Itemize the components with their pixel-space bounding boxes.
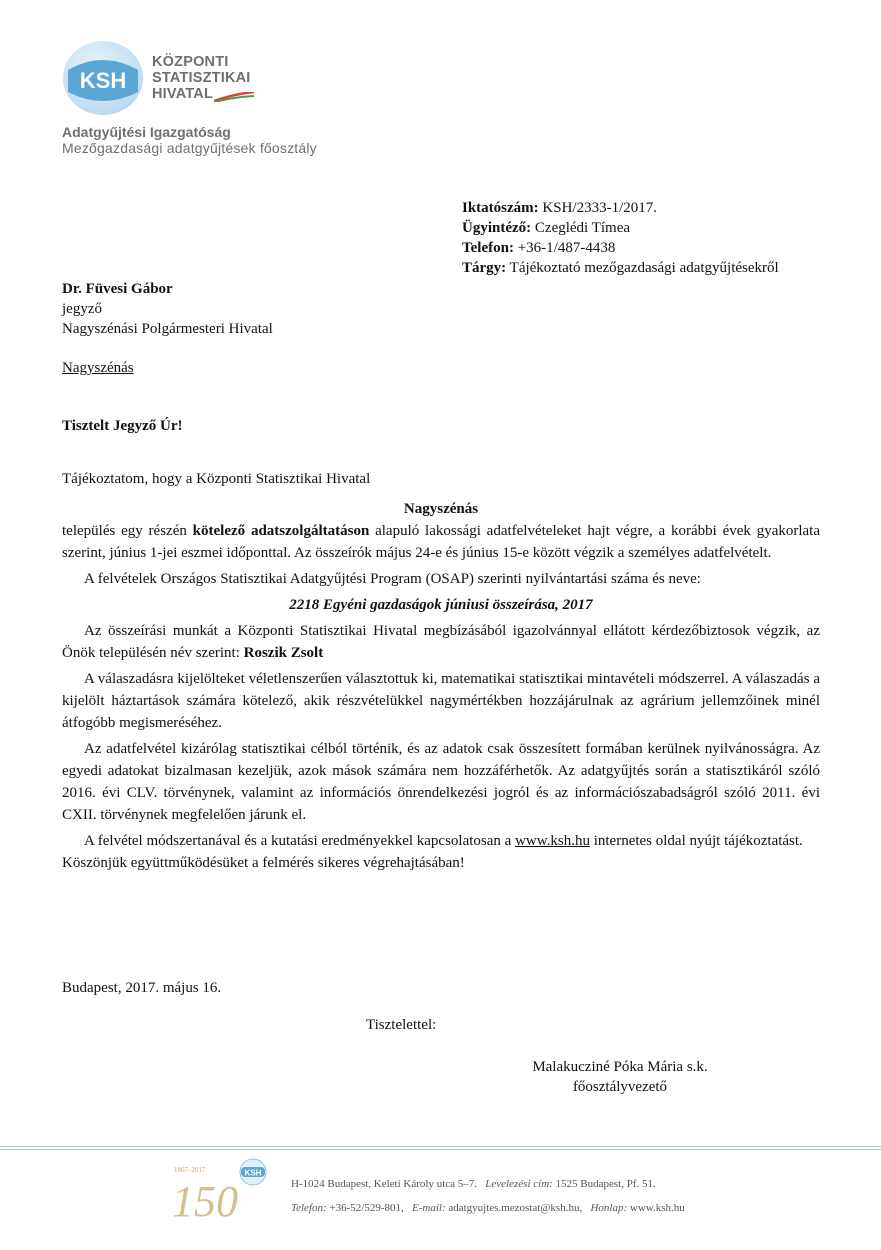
telefon-value: +36-1/487-4438 bbox=[517, 240, 616, 256]
logo-words bbox=[152, 54, 251, 102]
logo-word-2: STATISZTIKAI bbox=[152, 70, 251, 86]
footer-email[interactable]: adatgyujtes.mezostat@ksh.hu, bbox=[448, 1202, 583, 1214]
addressee-block bbox=[62, 279, 273, 339]
targy-label: Tárgy: bbox=[462, 260, 507, 276]
addressee-role: jegyző bbox=[62, 301, 102, 317]
paragraph-2: A felvételek Országos Statisztikai Adatgyűjtési Program (OSAP) szerinti nyilvántartási száma és neve: bbox=[84, 571, 701, 587]
svg-text:KSH: KSH bbox=[244, 1168, 262, 1178]
interviewer-name: Roszik Zsolt bbox=[243, 645, 324, 661]
signature-block bbox=[500, 1057, 740, 1097]
paragraph-4: A válaszadásra kijelölteket véletlenszerűen választottuk ki, matematikai statisztikai mintavételi módszerrel. A válaszadás a kijelölt háztartások számára kötelező, akik részvételükkel nagymértékben hozzájárulnak az agrárium jellemzőinek minél átfogóbb megismeréséhez. bbox=[62, 671, 820, 731]
department-line-1: Adatgyűjtési Igazgatóság bbox=[62, 124, 231, 140]
targy-value: Tájékoztató mezőgazdasági adatgyűjtésekről bbox=[509, 260, 779, 276]
paragraph-5: Az adatfelvétel kizárólag statisztikai célból történik, és az adatok csak összesített formában kerülnek nyilvánosságra. Az egyedi adatokat bizalmasan kezeljük, azok mások számára nem hozzáférhetők. Az adatgyűjtés során a statisztikáról szóló 2016. évi CLV. törvénynek, valamint az információs önrendelkezési jogról és az információszabadságról szóló 2011. évi CXII. törvénynek megfelelően járunk el. bbox=[62, 741, 820, 823]
paragraph-3: Az összeírási munkát a Központi Statisztikai Hivatal megbízásából igazolvánnyal ellátott kérdezőbiztosok végzik, az Önök településén név szerint: Roszik Zsolt bbox=[62, 623, 820, 661]
anniversary-150-icon bbox=[168, 1158, 278, 1224]
department-line-2: Mezőgazdasági adatgyűjtések főosztály bbox=[62, 140, 317, 156]
flag-stripe-icon bbox=[214, 92, 254, 102]
footer-contact bbox=[291, 1172, 685, 1220]
ugyintezo-row bbox=[462, 218, 779, 238]
letter-date: Budapest, 2017. május 16. bbox=[62, 980, 222, 996]
ksh-website-link[interactable]: www.ksh.hu bbox=[515, 833, 590, 849]
iktato-row bbox=[462, 198, 779, 218]
paragraph-6: A felvétel módszertanával és a kutatási eredményekkel kapcsolatosan a www.ksh.hu internetes oldal nyújt tájékoztatást. bbox=[84, 833, 803, 849]
intro-paragraph: Tájékoztatom, hogy a Központi Statisztikai Hivatal bbox=[62, 471, 371, 487]
addressee-office: Nagyszénási Polgármesteri Hivatal bbox=[62, 321, 273, 337]
footer-divider-2 bbox=[0, 1149, 881, 1150]
ugyintezo-label: Ügyintéző: bbox=[462, 220, 532, 236]
salutation: Tisztelt Jegyző Úr! bbox=[62, 418, 183, 434]
paragraph-7: Köszönjük együttműködésüket a felmérés sikeres végrehajtásában! bbox=[62, 855, 465, 871]
ksh-circle-icon bbox=[62, 40, 144, 116]
logo-abbr: KSH bbox=[79, 68, 127, 93]
targy-row bbox=[462, 258, 779, 278]
survey-title: 2218 Egyéni gazdaságok júniusi összeírása, 2017 bbox=[289, 597, 593, 613]
telefon-row bbox=[462, 238, 779, 258]
signer-title: főosztályvezető bbox=[572, 1079, 668, 1095]
regards: Tisztelettel: bbox=[366, 1017, 437, 1033]
footer-line-address: H-1024 Budapest, Keleti Károly utca 5–7. Levelezési cím: 1525 Budapest, Pf. 51. bbox=[291, 1178, 656, 1190]
letter-body bbox=[62, 468, 820, 874]
mandatory-text: kötelező adatszolgáltatáson bbox=[192, 523, 370, 539]
town-name: Nagyszénás bbox=[403, 501, 479, 517]
footer-divider bbox=[0, 1146, 881, 1147]
anniversary-logo bbox=[168, 1158, 278, 1224]
telefon-label: Telefon: bbox=[462, 240, 514, 256]
logo-word-3: HIVATAL bbox=[152, 86, 214, 102]
svg-text:1867–2017: 1867–2017 bbox=[174, 1166, 206, 1174]
footer-line-contact: Telefon: +36-52/529-801, E-mail: adatgyujtes.mezostat@ksh.hu, Honlap: www.ksh.hu bbox=[291, 1202, 685, 1214]
svg-text:150: 150 bbox=[172, 1177, 238, 1224]
footer-website[interactable]: www.ksh.hu bbox=[629, 1202, 685, 1214]
iktato-label: Iktatószám: bbox=[462, 200, 539, 216]
iktato-value: KSH/2333-1/2017. bbox=[542, 200, 657, 216]
reference-block bbox=[462, 198, 779, 278]
addressee-city: Nagyszénás bbox=[62, 360, 134, 376]
paragraph-1: település egy részén kötelező adatszolgáltatáson alapuló lakossági adatfelvételeket hajt végre, a korábbi évek gyakorlata szerint, június 1-jei eszmei időponttal. Az összeírók május 24-e és június 15-e között végzik a személyes adatfelvételt. bbox=[62, 523, 821, 561]
signer-name: Malakucziné Póka Mária s.k. bbox=[532, 1059, 708, 1075]
ugyintezo-value: Czeglédi Tímea bbox=[534, 220, 631, 236]
addressee-name: Dr. Füvesi Gábor bbox=[62, 281, 173, 297]
logo-word-1: KÖZPONTI bbox=[152, 54, 229, 70]
